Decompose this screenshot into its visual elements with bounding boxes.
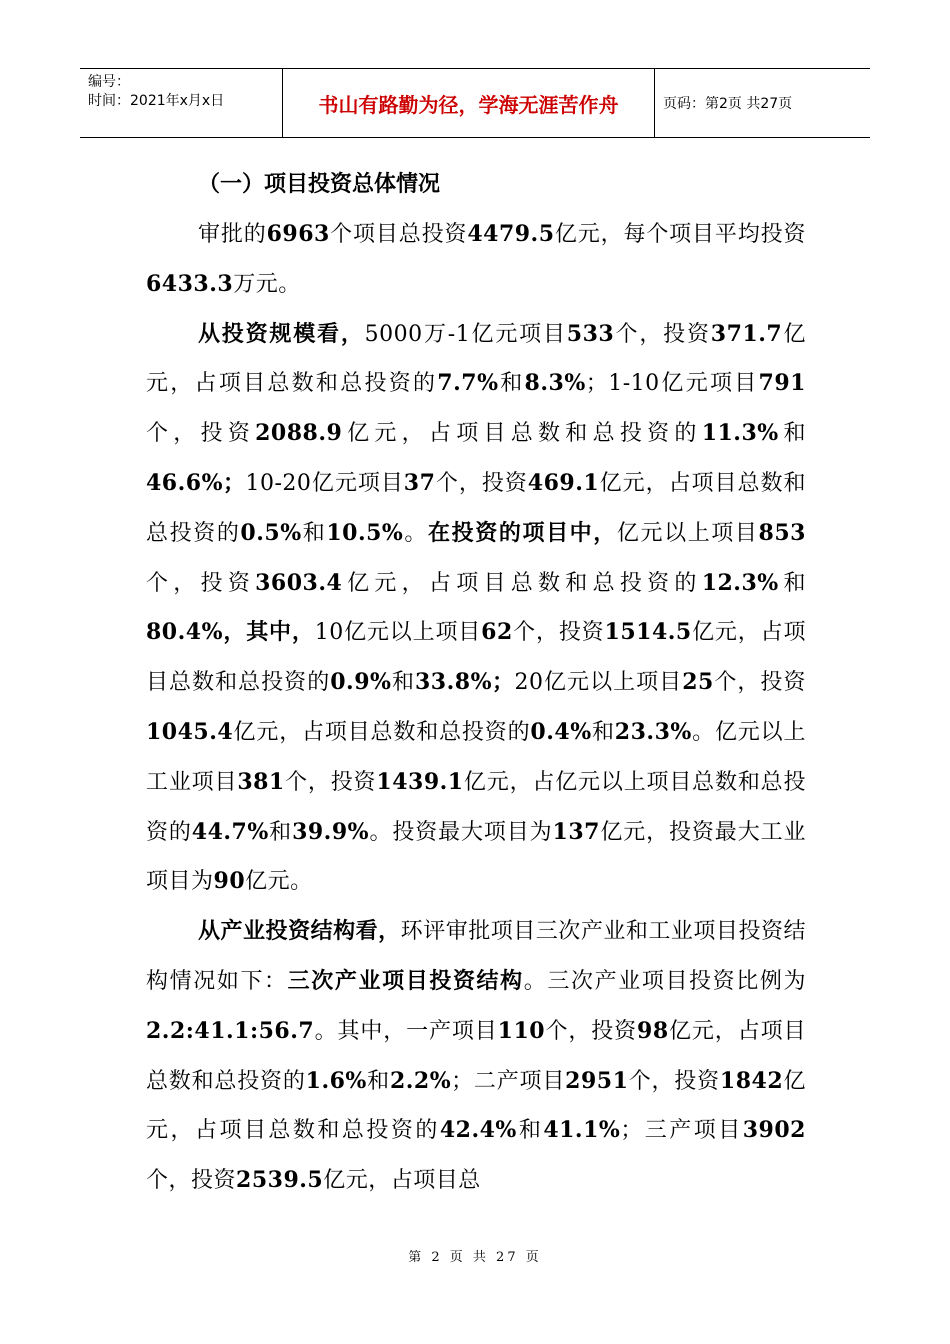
header-page-info: 页码：第2页 共27页 bbox=[663, 96, 793, 112]
text-run: 20亿元以上项目 bbox=[514, 670, 683, 696]
bold-figure: 0.5% bbox=[240, 519, 302, 546]
bold-figure: 1514.5 bbox=[604, 619, 692, 646]
text-run: 和 bbox=[591, 719, 615, 745]
bold-figure: 2.2% bbox=[389, 1067, 452, 1094]
text-run: 亿元，占亿元以上项目总数和总投资的 bbox=[146, 769, 806, 845]
text-run: 个，投资 bbox=[146, 421, 256, 447]
text-run: 个，投资 bbox=[713, 670, 806, 696]
bold-figure: 853 bbox=[758, 519, 806, 546]
number-label: 编号： bbox=[88, 74, 130, 90]
bold-figure: 2951 bbox=[565, 1067, 629, 1094]
text-run: 亿元，占项目总数和总投资的 bbox=[146, 620, 806, 696]
bold-figure: 2.2:41.1:56.7 bbox=[146, 1017, 315, 1044]
bold-figure: 90 bbox=[213, 868, 246, 895]
text-run: 。亿元以上工业项目 bbox=[146, 719, 806, 795]
bold-phrase: 其中， bbox=[246, 620, 315, 646]
text-run: 亿元以上项目 bbox=[616, 520, 759, 546]
bold-figure: 33.8%； bbox=[415, 669, 515, 696]
bold-figure: 4479.5 bbox=[467, 221, 555, 247]
text-run: 个，投资 bbox=[435, 470, 528, 496]
paragraph bbox=[146, 210, 806, 310]
text-run: 和 bbox=[778, 570, 806, 596]
header-motto: 书山有路勤为径，学海无涯苦作舟 bbox=[318, 92, 619, 117]
bold-figure: 7.7% bbox=[437, 370, 499, 397]
bold-figure: 8.3% bbox=[524, 370, 586, 397]
bold-phrase: 在投资的项目中， bbox=[428, 520, 617, 546]
bold-figure: 0.9% bbox=[330, 669, 392, 696]
text-run: ；二产项目 bbox=[451, 1068, 566, 1094]
document-body bbox=[146, 160, 806, 1206]
bold-figure: 23.3% bbox=[614, 718, 692, 745]
bold-figure: 6963 bbox=[266, 221, 330, 247]
text-run: 5000万-1亿元项目 bbox=[364, 321, 567, 347]
bold-figure: 37 bbox=[403, 469, 436, 496]
text-run: 和 bbox=[268, 819, 293, 845]
text-run: 环评审批项目三次产业和工业项目投资结构情况如下： bbox=[146, 919, 806, 994]
bold-figure: 1045.4 bbox=[146, 718, 234, 745]
text-run: 和 bbox=[366, 1068, 390, 1094]
text-run: 万元。 bbox=[233, 271, 301, 297]
bold-figure: 791 bbox=[758, 370, 806, 397]
bold-phrase: 三次产业项目投资结构 bbox=[287, 968, 524, 994]
text-run: 亿元，占项目总数和总投资的 bbox=[146, 321, 806, 397]
page-header bbox=[80, 68, 870, 138]
text-run: ；1-10亿元项目 bbox=[585, 371, 759, 397]
bold-figure: 533 bbox=[566, 320, 615, 347]
bold-figure: 41.1% bbox=[543, 1117, 621, 1144]
time-label: 时间：2021年x月x日 bbox=[88, 93, 225, 109]
bold-figure: 1.6% bbox=[305, 1067, 367, 1094]
text-run: 和 bbox=[301, 520, 327, 546]
text-run: 10-20亿元项目 bbox=[245, 470, 404, 496]
text-run: 个，投资 bbox=[512, 620, 605, 646]
text-run: 和 bbox=[778, 421, 806, 447]
text-run: ；三产项目 bbox=[620, 1118, 743, 1144]
text-run: 。 bbox=[403, 520, 429, 546]
text-run: 10亿元以上项目 bbox=[314, 620, 482, 646]
text-run: 亿元，占项目总数和总投资的 bbox=[342, 570, 702, 596]
bold-figure: 44.7% bbox=[191, 818, 269, 845]
bold-figure: 25 bbox=[682, 669, 714, 696]
text-run: 个，投资 bbox=[146, 570, 256, 596]
text-run: 个，投资 bbox=[284, 769, 377, 795]
text-run: 。其中，一产项目 bbox=[314, 1018, 498, 1044]
text-run: 个，投资 bbox=[545, 1018, 638, 1044]
bold-figure: 2539.5 bbox=[236, 1167, 324, 1194]
text-run: 个，投资 bbox=[614, 321, 711, 347]
text-run: 个项目总投资 bbox=[329, 222, 468, 247]
section-title: （一）项目投资总体情况 bbox=[198, 172, 441, 197]
text-run: 和 bbox=[498, 371, 525, 397]
bold-figure: 137 bbox=[552, 818, 600, 845]
text-run: 亿元，每个项目平均投资 bbox=[554, 222, 806, 247]
text-run: 个，投资 bbox=[628, 1068, 720, 1094]
text-run: 亿元，占项目总数和总投资的 bbox=[146, 1068, 806, 1144]
bold-figure: 1842 bbox=[719, 1067, 784, 1094]
text-run: 和 bbox=[516, 1118, 544, 1144]
text-run: 亿元，投资最大工业项目为 bbox=[146, 819, 806, 895]
bold-figure: 12.3% bbox=[701, 569, 779, 596]
bold-figure: 42.4% bbox=[439, 1117, 517, 1144]
text-run: 个，投资 bbox=[146, 1168, 237, 1194]
bold-figure: 469.1 bbox=[527, 469, 600, 496]
bold-figure: 6433.3 bbox=[146, 270, 234, 297]
text-run: 亿元，占项目总 bbox=[323, 1168, 481, 1194]
bold-phrase: 从投资规模看， bbox=[198, 321, 365, 347]
text-run: 亿元，占项目总数和总投资的 bbox=[233, 719, 531, 745]
header-meta bbox=[80, 69, 282, 137]
bold-figure: 110 bbox=[497, 1017, 546, 1044]
bold-figure: 0.4% bbox=[530, 718, 592, 745]
bold-figure: 80.4%， bbox=[146, 619, 247, 646]
text-run: 和 bbox=[391, 670, 415, 696]
text-run: 亿元，占项目总数和总投资的 bbox=[146, 470, 806, 546]
text-run: 。三次产业项目投资比例为 bbox=[523, 968, 806, 994]
bold-figure: 46.6%； bbox=[146, 469, 246, 496]
bold-figure: 2088.9 bbox=[255, 420, 343, 447]
bold-figure: 3603.4 bbox=[255, 569, 343, 596]
bold-figure: 39.9% bbox=[292, 818, 370, 845]
bold-figure: 381 bbox=[237, 768, 285, 795]
text-run: 亿元，占项目总数和总投资的 bbox=[342, 421, 702, 447]
text-run: 审批的 bbox=[198, 222, 267, 247]
page-footer: 第 2 页 共 27 页 bbox=[408, 1250, 542, 1265]
bold-figure: 11.3% bbox=[701, 420, 779, 447]
bold-figure: 62 bbox=[481, 619, 513, 646]
bold-figure: 1439.1 bbox=[376, 768, 464, 795]
text-run: 。投资最大项目为 bbox=[369, 819, 553, 845]
bold-figure: 3902 bbox=[742, 1117, 806, 1144]
bold-figure: 98 bbox=[637, 1017, 669, 1044]
text-run: 亿元。 bbox=[245, 869, 313, 895]
bold-phrase: 从产业投资结构看， bbox=[198, 919, 401, 945]
bold-figure: 10.5% bbox=[326, 519, 404, 546]
paragraph bbox=[146, 907, 806, 1206]
bold-figure: 371.7 bbox=[710, 320, 783, 347]
paragraph bbox=[146, 310, 806, 908]
text-run: 亿元，占项目总数和总投资的 bbox=[146, 1018, 806, 1094]
